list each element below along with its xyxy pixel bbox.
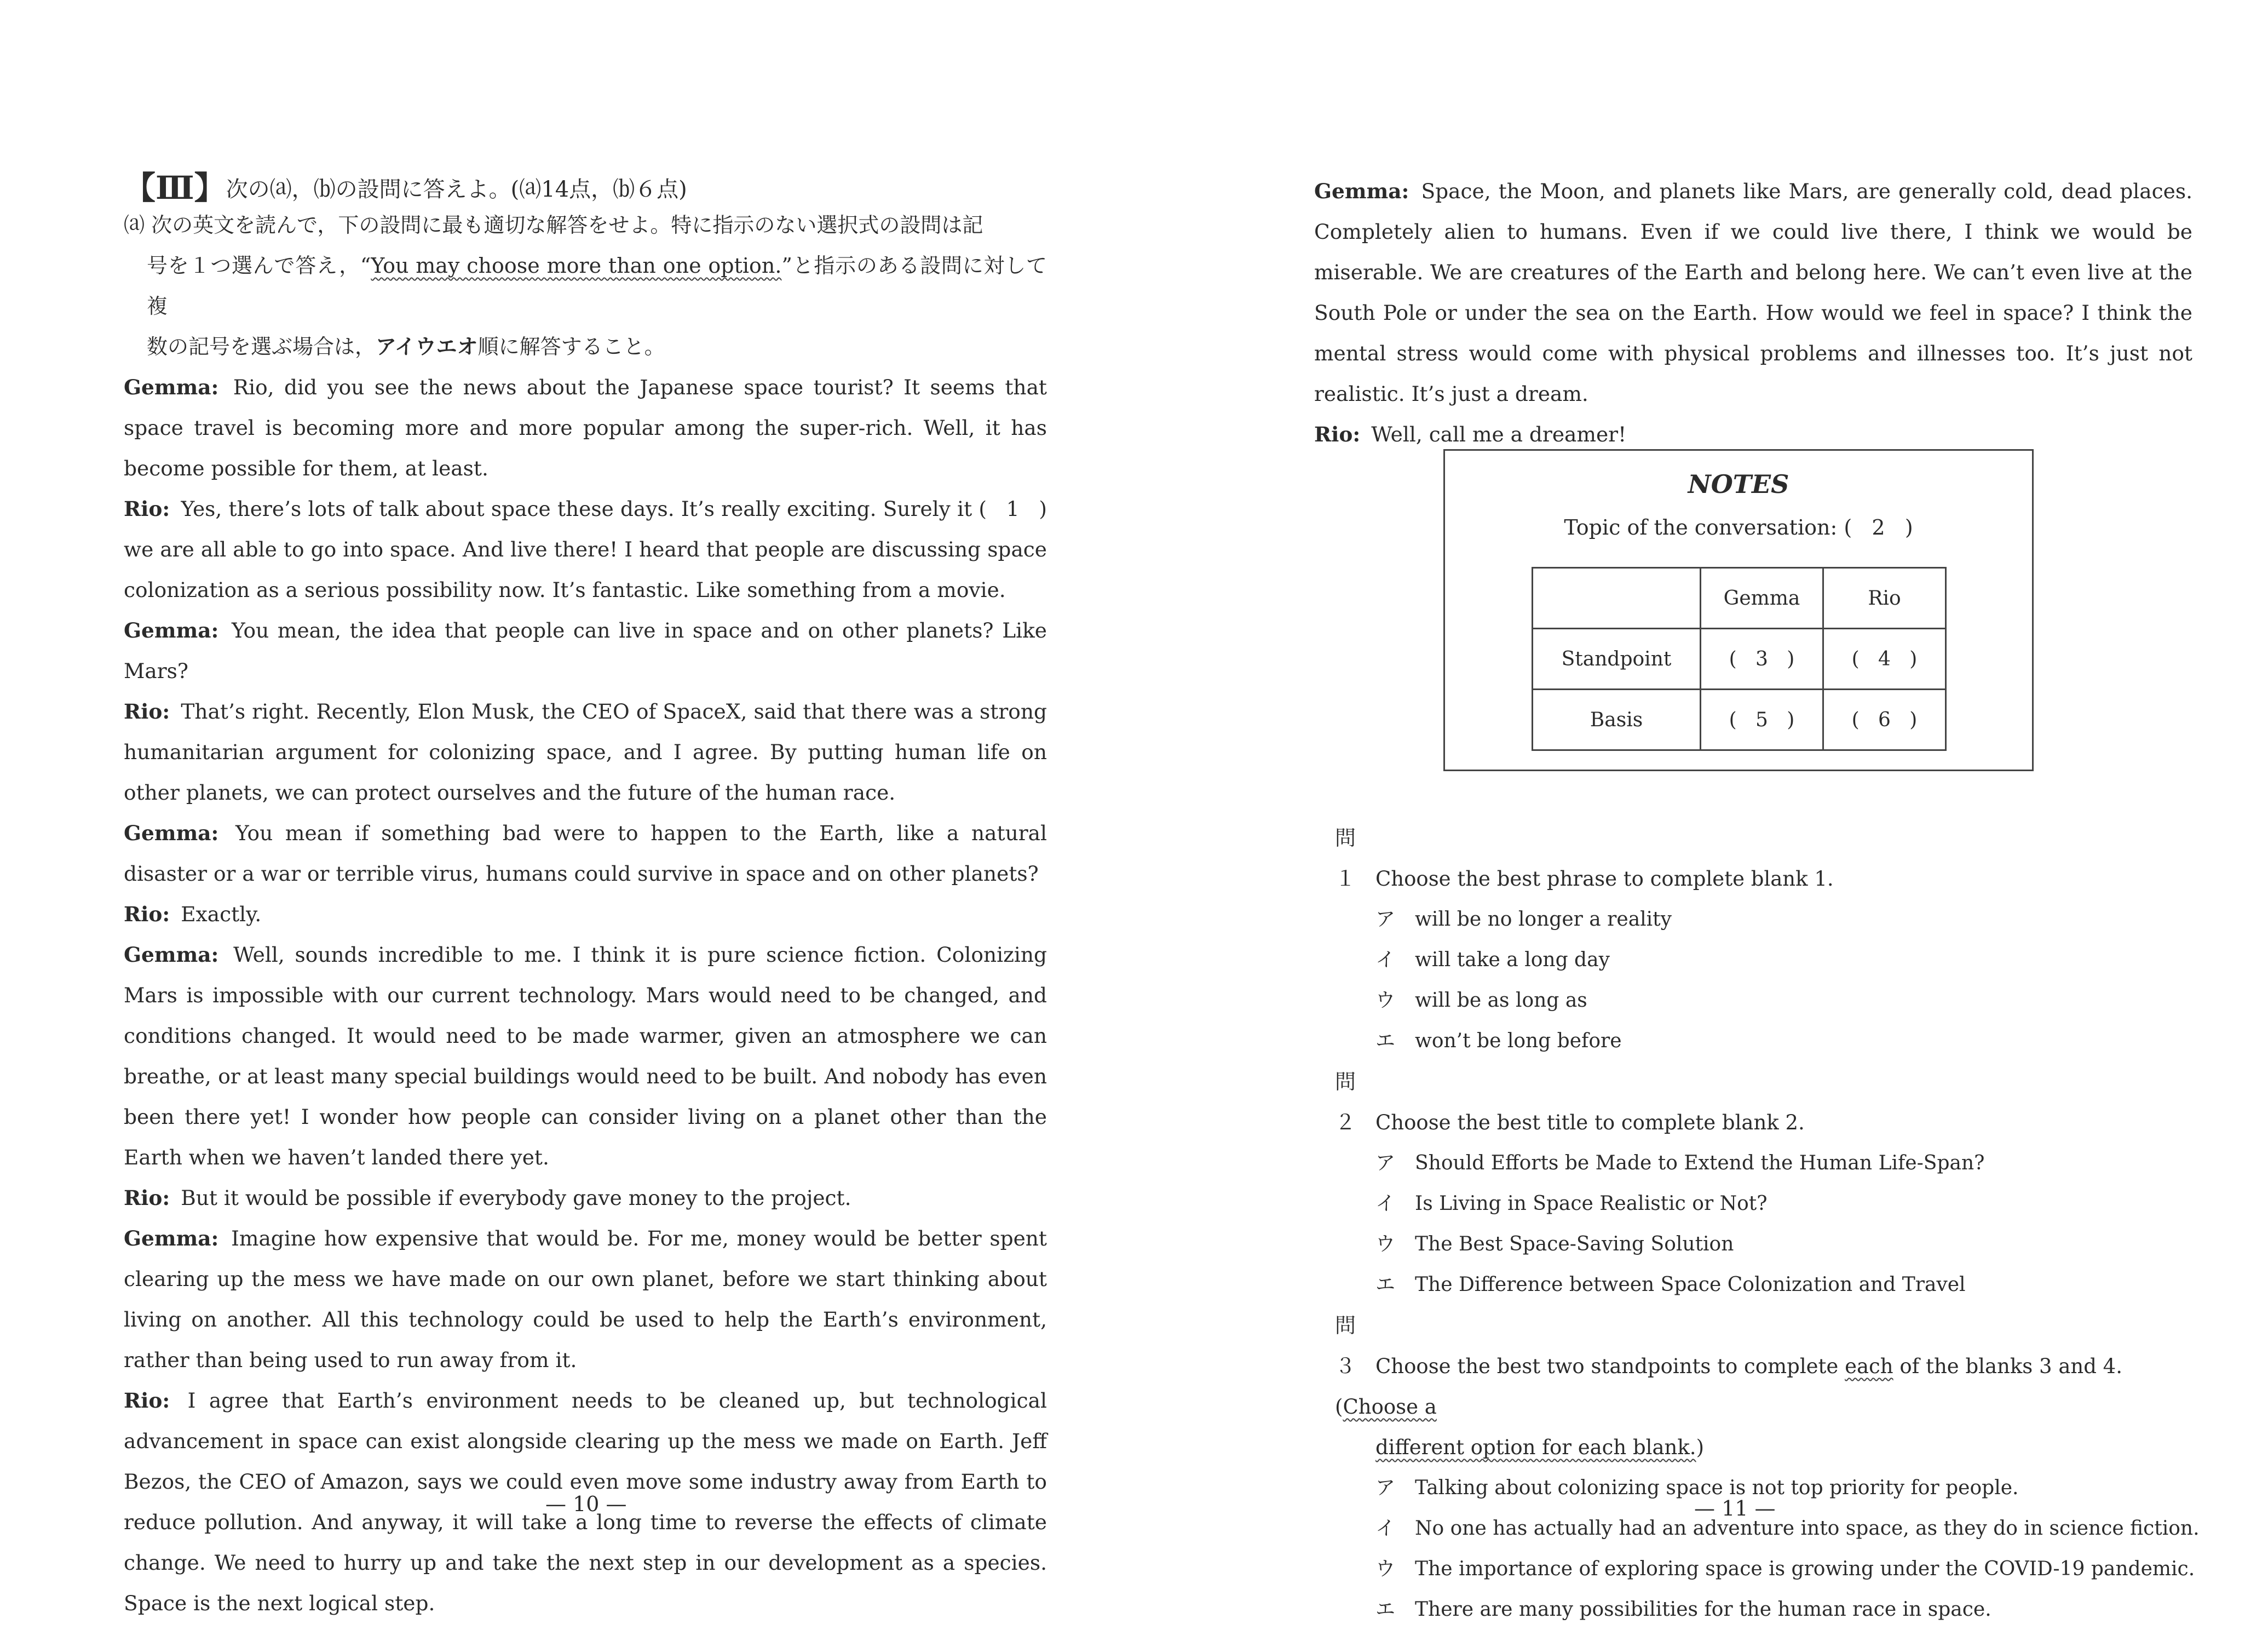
question-1 [1335,818,2192,899]
blank-6: ( 6 ) [1823,690,1946,750]
speaker-label: Rio: [124,1186,170,1210]
instruction-line-3-pre: 数の記号を選ぶ場合は， [147,335,376,359]
dialogue-text: But it would be possible if everybody gave money to the project. [181,1186,851,1210]
notes-table [1532,567,1947,751]
dialogue-text: we are all able to go into space. And live there! I heard that people are discussing space colonization as a serious possibility now. It’s fantastic. Like something from a movie. [124,537,1047,602]
dialogue-turn-rio [124,489,1047,610]
dialogue-turn-gemma [124,367,1047,489]
instruction-line-3-post: 順に解答すること。 [477,335,665,359]
option-item [1335,1549,2195,1589]
question-prompt-underlined-note-b: different option for each blank. [1375,1436,1696,1459]
notes-table-row-label: Standpoint [1533,629,1701,690]
instruction-line-1: ⒜ 次の英文を読んで，下の設問に最も適切な解答をせよ。特に指示のない選択式の設問は記 [124,213,983,237]
option-label: エ [1375,1598,1396,1621]
blank-3: ( 3 ) [1701,629,1823,690]
option-text: will be as long as [1415,989,1587,1012]
option-label: イ [1375,1517,1396,1540]
page-number-right: — 11 — [1694,1496,1776,1520]
dialogue-turn-gemma [1314,171,2192,414]
question-number: 問２ [1335,1070,1356,1134]
section-bracket-close: 】 [194,169,226,206]
dialogue-text: I agree that Earth’s environment needs to be cleaned up, but technological advancement in space can exist alongside clearing up the mess we made on Earth. Jeff Bezos, the CEO of Amazon, says we could even move some industry away from Earth to reduce pollution. And anyway, it will take a long time to reverse the effects of climate change. We need to hurry up and take the next step in our development as a species. Space is the next logical step. [124,1388,1047,1615]
option-text: will take a long day [1415,949,1610,971]
page-number-left: — 10 — [545,1492,627,1516]
option-text: The Difference between Space Colonization and Travel [1415,1273,1966,1296]
option-text: will be no longer a reality [1415,908,1672,931]
notes-table-header-row [1533,568,1946,629]
option-item [1335,1021,2192,1061]
dialogue-text: That’s right. Recently, Elon Musk, the CEO of SpaceX, said that there was a strong humanitarian argument for colonizing space, and I agree. By putting human life on other planets, we can protect ourselves and the future of the human race. [124,699,1047,805]
notes-table-row-basis [1533,690,1946,750]
dialogue-text: Imagine how expensive that would be. For me, money would be better spent clearing up the mess we have made on our own planet, before we start thinking about living on another. All this technology could be used to help the Earth’s environment, rather than being used to run away from it. [124,1226,1047,1372]
dialogue-turn-rio [1314,414,2192,455]
speaker-label: Gemma: [1314,179,1409,203]
dialogue-text: You mean if something bad were to happen to the Earth, like a natural disaster or a war or terrible virus, humans could survive in space and on other planets? [124,821,1047,886]
question-prompt: Choose the best title to complete blank 2. [1375,1111,1805,1134]
option-label: ア [1375,908,1396,931]
question-prompt-pre: Choose the best two standpoints to complete [1375,1354,1845,1378]
question-prompt: Choose the best phrase to complete blank 1. [1375,867,1834,891]
dialogue-turn-rio [124,691,1047,813]
dialogue-text: Rio, did you see the news about the Japanese space tourist? It seems that space travel is becoming more and more popular among the super-rich. Well, it has become possible for them, at least. [124,375,1047,480]
option-item [1335,980,2192,1021]
section-instruction: 次の⒜，⒝の設問に答えよ。(⒜14点，⒝６点) [226,177,687,202]
notes-table-header-gemma: Gemma [1701,568,1823,629]
option-item [1335,899,2192,940]
speaker-label: Rio: [1314,422,1361,446]
instruction-line-2-pre: 号を１つ選んで答え，“ [147,254,371,278]
notes-topic-line [1445,515,2032,539]
right-page [1133,0,2268,1622]
speaker-label: Rio: [124,699,170,724]
speaker-label: Gemma: [124,943,219,967]
option-text: The importance of exploring space is growing under the COVID-19 pandemic. [1415,1558,2195,1580]
speaker-label: Rio: [124,1388,170,1413]
dialogue-text: You mean, the idea that people can live in space and on other planets? Like Mars? [124,618,1047,683]
option-text: Is Living in Space Realistic or Not? [1415,1192,1768,1215]
speaker-label: Gemma: [124,618,219,642]
option-item [1335,1224,2192,1265]
option-label: イ [1375,949,1396,971]
option-text: The Best Space-Saving Solution [1415,1233,1734,1255]
question-3 [1335,1305,2192,1427]
blank-4: ( 4 ) [1823,629,1946,690]
speaker-label: Gemma: [124,1226,219,1250]
instruction-line-2 [124,245,1047,326]
instruction-line-3 [124,326,1047,367]
right-page-content [1314,171,2192,455]
section-bracket-open: 【 [124,169,156,206]
question-2 [1335,1061,2192,1143]
option-item [1335,1589,2192,1630]
question-3-continuation [1335,1427,2192,1468]
speaker-label: Gemma: [124,375,219,399]
dialogue-text: Exactly. [181,902,262,926]
dialogue-turn-gemma [124,934,1047,1178]
speaker-label: Rio: [124,902,170,926]
option-item [1335,1265,2192,1305]
question-prompt-post: ) [1696,1436,1704,1459]
dialogue-text: Well, sounds incredible to me. I think it is pure science fiction. Colonizing Mars is impossible with our current technology. Mars would need to be changed, and conditions changed. It would need to be made warmer, given an atmosphere we can breathe, or at least many special buildings would need to be built. And nobody has even been there yet! I wonder how people can consider living on a planet other than the Earth when we haven’t landed there yet. [124,943,1047,1169]
question-number: 問３ [1335,1313,1356,1378]
option-text: Talking about colonizing space is not top priority for people. [1415,1477,2019,1499]
notes-table-corner-cell [1533,568,1701,629]
dialogue-turn-gemma [124,1218,1047,1380]
option-label: イ [1375,1192,1396,1215]
section-heading [124,171,1047,205]
instruction-line-2-post: ”と指示のある設問に対して複 [147,254,1047,318]
option-label: ウ [1375,1233,1396,1255]
option-label: エ [1375,1030,1396,1052]
dialogue-text: Well, call me a dreamer! [1371,422,1627,446]
notes-box [1443,449,2034,771]
option-label: エ [1375,1273,1396,1296]
blank-5: ( 5 ) [1701,690,1823,750]
notes-table-header-rio: Rio [1823,568,1946,629]
dialogue-text: Space, the Moon, and planets like Mars, are generally cold, dead places. Completely alien to humans. Even if we could live there, I think we would be miserable. We are creatures of the Earth and belong here. We can’t even live at the South Pole or under the sea on the Earth. How would we feel in space? I think the mental stress would come with physical problems and illnesses too. It’s just not realistic. It’s just a dream. [1314,179,2192,406]
dialogue-turn-gemma [124,813,1047,894]
notes-title: NOTES [1688,469,1789,499]
section-roman-numeral: Ⅲ [156,169,194,206]
option-item [1335,1184,2192,1224]
notes-topic-label: Topic of the conversation: [1564,515,1838,539]
notes-table-row-standpoint [1533,629,1946,690]
question-number: 問１ [1335,826,1356,891]
option-label: ウ [1375,989,1396,1012]
option-label: ア [1375,1477,1396,1499]
question-prompt-underlined-each: each [1845,1354,1893,1378]
left-page [0,0,1133,1622]
option-label: ウ [1375,1558,1396,1580]
instruction-bold-order: アイウエオ [376,335,478,359]
speaker-label: Rio: [124,497,170,521]
notes-table-row-label: Basis [1533,690,1701,750]
question-prompt-underlined-note-a: Choose a [1343,1395,1437,1419]
dialogue-turn-gemma [124,610,1047,691]
option-item [1335,1143,2192,1184]
option-item [1335,940,2192,980]
option-text: There are many possibilities for the human race in space. [1415,1598,1991,1621]
part-a-instruction [124,205,1047,367]
option-label: ア [1375,1152,1396,1174]
instruction-underlined-phrase: You may choose more than one option. [371,254,782,278]
dialogue-turn-rio [124,1178,1047,1218]
question-prompt-mid: of the blanks 3 and 4. ( [1335,1354,2122,1419]
left-page-content [124,171,1047,1623]
speaker-label: Gemma: [124,821,219,845]
dialogue-text: Yes, there’s lots of talk about space these days. It’s really exciting. Surely it [181,497,972,521]
blank-1: ( 1 ) [978,497,1047,521]
option-text: No one has actually had an adventure into space, as they do in science fiction. [1415,1517,2200,1540]
option-text: won’t be long before [1415,1030,1622,1052]
blank-2: ( 2 ) [1844,515,1913,539]
dialogue-turn-rio [124,894,1047,934]
option-text: Should Efforts be Made to Extend the Human Life-Span? [1415,1152,1985,1174]
